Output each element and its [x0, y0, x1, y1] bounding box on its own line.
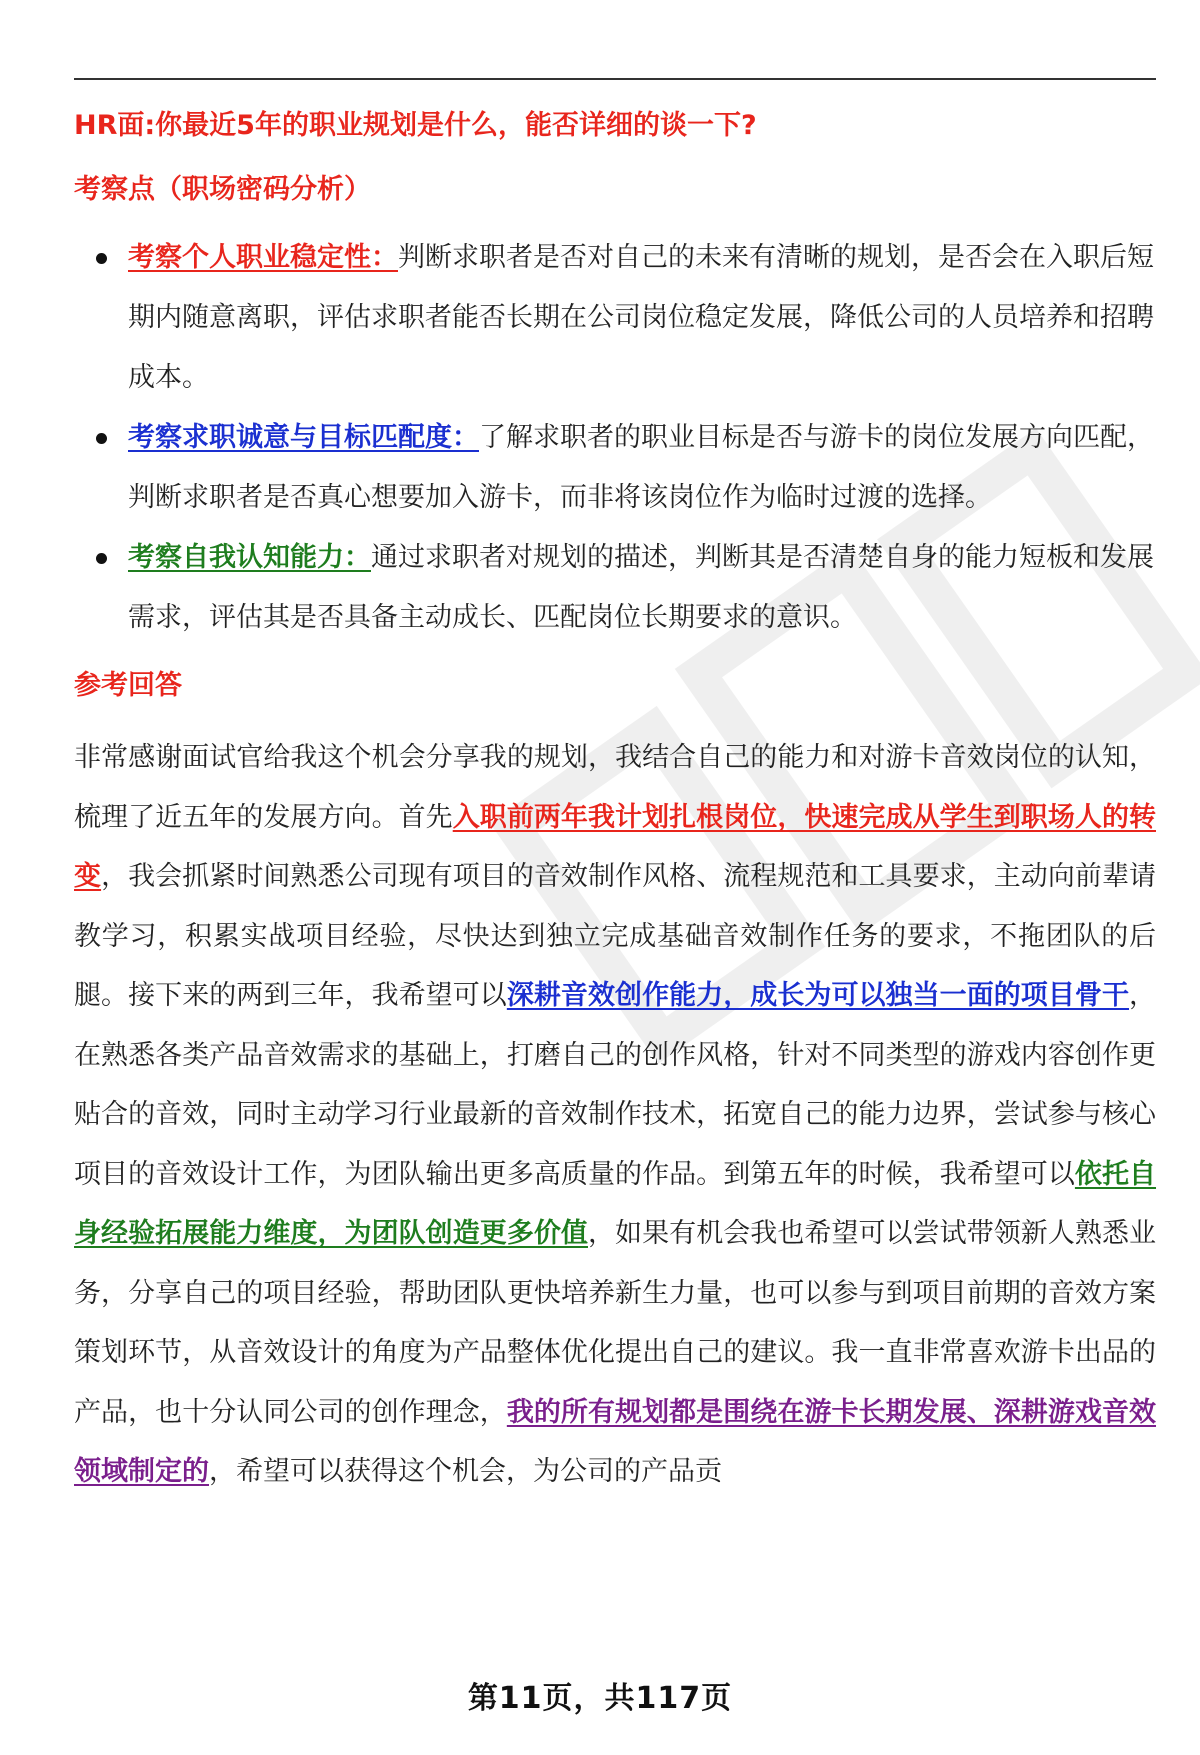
top-divider: [74, 78, 1156, 80]
answer-heading: 参考回答: [74, 670, 182, 701]
highlight-purple: 我的所有规划都是围绕在游卡长期发展、深耕游戏音效领域制定的: [74, 1396, 1157, 1487]
answer-text: ，希望可以获得这个机会，为公司的产品贡: [209, 1456, 722, 1487]
answer-text: 非常感谢面试官给我这个机会分享我的规划，我结合自己的能力和对游卡音效岗位的认知，梳理了近五年的发展方向。首先: [74, 742, 1156, 833]
point-label: 考察求职诚意与目标匹配度：: [128, 422, 479, 453]
highlight-green: 依托自身经验拓展能力维度，为团队创造更多价值: [74, 1158, 1157, 1249]
point-text: 通过求职者对规划的描述，判断其是否清楚自身的能力短板和发展需求，评估其是否具备主动成长、匹配岗位长期要求的意识。: [128, 542, 1154, 633]
answer-text: ，如果有机会我也希望可以尝试带领新人熟悉业务，分享自己的项目经验，帮助团队更快培养新生力量，也可以参与到项目前期的音效方案策划环节，从音效设计的角度为产品整体优化提出自己的建议。我一直非常喜欢游卡出品的产品，也十分认同公司的创作理念，: [74, 1218, 1157, 1428]
question-heading: HR面:你最近5年的职业规划是什么，能否详细的谈一下?: [74, 110, 757, 141]
highlight-red: 入职前两年我计划扎根岗位，快速完成从学生到职场人的转变: [74, 801, 1156, 892]
document-body: [74, 106, 1156, 1502]
answer-text: ，我会抓紧时间熟悉公司现有项目的音效制作风格、流程规范和工具要求，主动向前辈请教学习，积累实战项目经验，尽快达到独立完成基础音效制作任务的要求，不拖团队的后腿。接下来的两到三年，我希望可以: [74, 861, 1157, 1011]
bullet-dot-icon: [96, 433, 107, 444]
answer-text: ，在熟悉各类产品音效需求的基础上，打磨自己的创作风格，针对不同类型的游戏内容创作更贴合的音效，同时主动学习行业最新的音效制作技术，拓宽自己的能力边界，尝试参与核心项目的音效设计工作，为团队输出更多高质量的作品。到第五年的时候，我希望可以: [74, 980, 1157, 1190]
point-text: 了解求职者的职业目标是否与游卡的岗位发展方向匹配，判断求职者是否真心想要加入游卡，而非将该岗位作为临时过渡的选择。: [128, 422, 1154, 513]
point-label: 考察个人职业稳定性：: [128, 242, 398, 273]
bullet-dot-icon: [96, 553, 107, 564]
bullet-dot-icon: [96, 253, 107, 264]
list-item: [74, 528, 1156, 648]
point-text: 判断求职者是否对自己的未来有清晰的规划，是否会在入职后短期内随意离职，评估求职者能否长期在公司岗位稳定发展，降低公司的人员培养和招聘成本。: [128, 242, 1154, 393]
page-number: 第11页，共117页: [467, 1681, 733, 1716]
list-item: [74, 228, 1156, 408]
point-label: 考察自我认知能力：: [128, 542, 371, 573]
list-item: [74, 408, 1156, 528]
analysis-list: [74, 228, 1156, 648]
answer-paragraph: [74, 728, 1156, 1502]
highlight-blue: 深耕音效创作能力，成长为可以独当一面的项目骨干: [506, 980, 1130, 1011]
analysis-heading: 考察点（职场密码分析）: [74, 174, 371, 205]
